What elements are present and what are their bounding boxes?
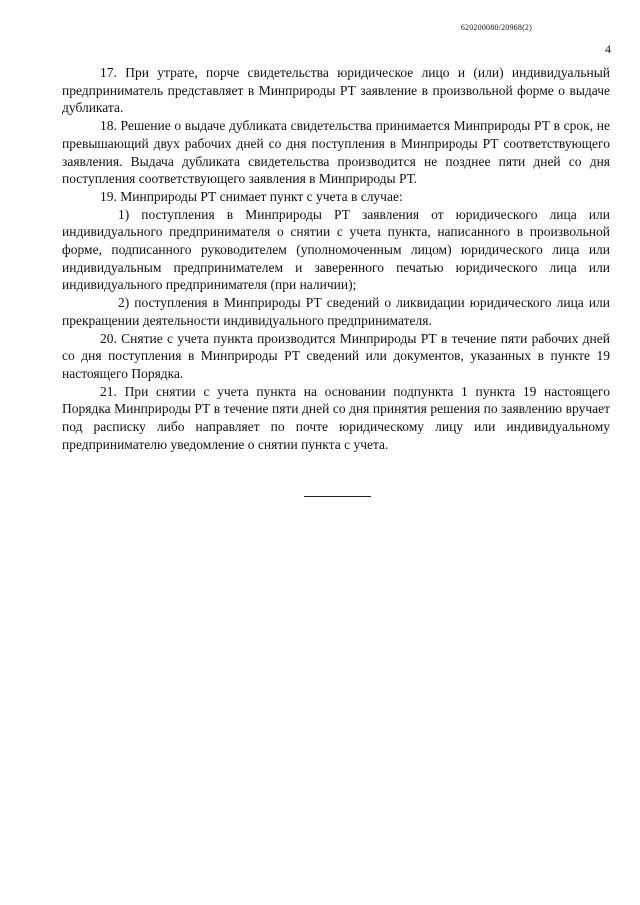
document-body (62, 64, 610, 453)
paragraph-19: 19. Минприроды РТ снимает пункт с учета в случае: (100, 188, 403, 204)
document-code: 620200080/20968(2) (460, 23, 532, 32)
paragraph-20: 20. Снятие с учета пункта производится Минприроды РТ в течение пяти рабочих дней со дня поступления в Минприроды РТ сведений или документов, указанных в пункте 19 настоящего Порядка. (62, 330, 610, 381)
paragraph-19-item-2: 2) поступления в Минприроды РТ сведений о ликвидации юридического лица или прекращении деятельности индивидуального предпринимателя. (62, 295, 610, 328)
paragraph-17: 17. При утрате, порче свидетельства юридическое лицо и (или) индивидуальный предприниматель представляет в Минприроды РТ заявление в произвольной форме о выдаче дубликата. (62, 65, 610, 116)
end-divider-line (304, 496, 371, 497)
paragraph-18: 18. Решение о выдаче дубликата свидетельства принимается Минприроды РТ в срок, не превышающий двух рабочих дней со дня поступления в Минприроды РТ соответствующего заявления. Выдача дубликата свидетельства производится не позднее пяти дней со дня поступления соответствующего заявления в Минприроды РТ. (62, 118, 610, 187)
paragraph-21: 21. При снятии с учета пункта на основании подпункта 1 пункта 19 настоящего Порядка Минприроды РТ в течение пяти дней со дня принятия решения по заявлению вручает под расписку либо направляет по почте юридическому лицу или индивидуальному предпринимателю уведомление о снятии пункта с учета. (62, 383, 610, 452)
paragraph-19-item-1: 1) поступления в Минприроды РТ заявления от юридического лица или индивидуального предпринимателя о снятии с учета пункта, написанного в произвольной форме, подписанного руководителем (уполномоченным лицом) юридического лица или индивидуальным предпринимателем и заверенного печатью юридического лица или индивидуального предпринимателя (при наличии); (62, 206, 610, 293)
page-number: 4 (605, 42, 611, 56)
